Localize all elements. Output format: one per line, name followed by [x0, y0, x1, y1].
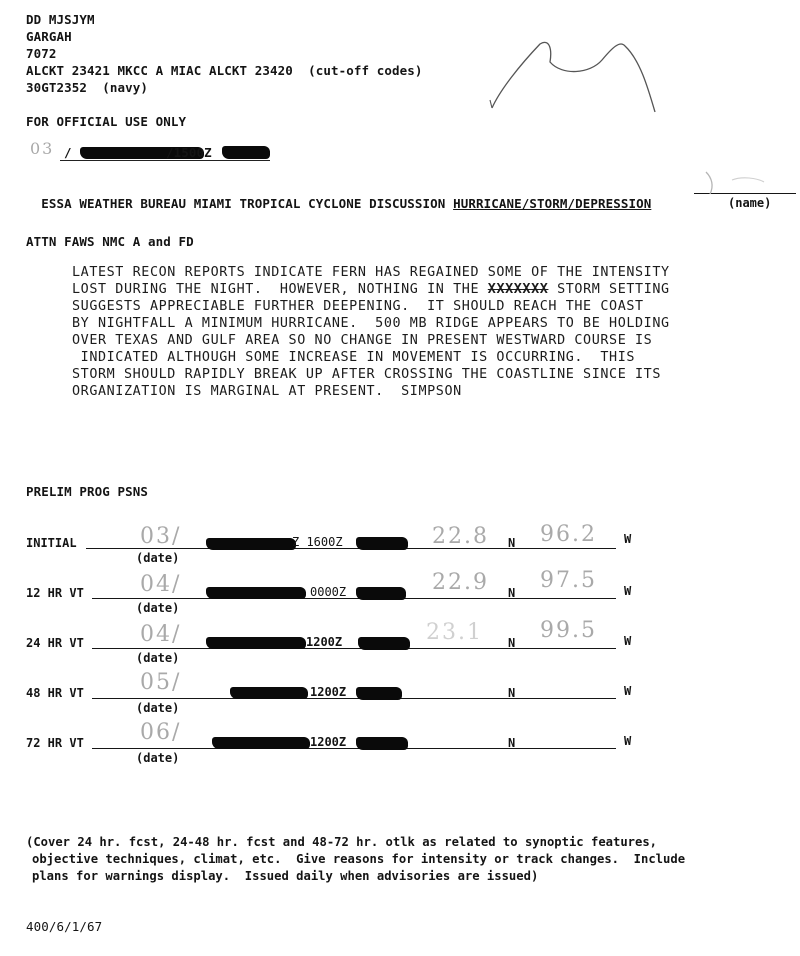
row-time: Z 1600Z	[292, 535, 343, 549]
row-label: 12 HR VT	[26, 586, 84, 600]
row-w-label: W	[624, 684, 632, 698]
row-longitude: 99.5	[540, 618, 597, 643]
row-latitude: 22.8	[432, 524, 489, 549]
redaction-mark	[356, 537, 408, 550]
row-time: 1200Z	[310, 735, 347, 749]
footer-instructions-line-1: (Cover 24 hr. fcst, 24-48 hr. fcst and 48-72 hr. otlk as related to synoptic features,	[26, 835, 658, 849]
row-latitude: 23.1	[426, 620, 483, 645]
cyclone-type-field: HURRICANE/STORM/DEPRESSION	[453, 196, 652, 211]
dtg-underline	[60, 160, 270, 161]
prog-row-24hr	[0, 618, 800, 670]
redaction-mark	[206, 538, 296, 550]
row-w-label: W	[624, 584, 632, 598]
discussion-line-5: OVER TEXAS AND GULF AREA SO NO CHANGE IN PRESENT WESTWARD COURSE IS	[72, 333, 653, 348]
discussion-line-6: INDICATED ALTHOUGH SOME INCREASE IN MOVEMENT IS OCCURRING. THIS	[72, 350, 636, 365]
row-n-label: N	[508, 686, 516, 700]
header-line-4: ALCKT 23421 MKCC A MIAC ALCKT 23420 (cut-off codes)	[26, 63, 423, 78]
row-w-label: W	[624, 734, 632, 748]
dtg-line	[30, 141, 270, 163]
official-use-label: FOR OFFICIAL USE ONLY	[26, 114, 187, 129]
form-number: 400/6/1/67	[26, 919, 103, 934]
footer-instructions-line-2: objective techniques, climat, etc. Give reasons for intensity or track changes. Include	[32, 852, 686, 866]
row-date-caption: (date)	[136, 551, 180, 565]
header-line-5: 30GT2352 (navy)	[26, 80, 149, 95]
row-fill-line	[92, 748, 616, 749]
row-fill-line	[92, 698, 616, 699]
title-line	[26, 181, 651, 211]
redaction-mark	[356, 587, 406, 600]
discussion-line-2-start: LOST DURING THE NIGHT. HOWEVER, NOTHING IN THE	[72, 282, 488, 297]
row-time: 1200Z	[306, 635, 343, 649]
prog-row-48hr	[0, 670, 800, 720]
redaction-mark	[222, 146, 270, 159]
discussion-line-3: SUGGESTS APPRECIABLE FURTHER DEEPENING. IT SHOULD REACH THE COAST	[72, 299, 644, 314]
row-w-label: W	[624, 532, 632, 546]
row-n-label: N	[508, 586, 516, 600]
row-date-handwritten: 06/	[140, 720, 182, 745]
row-latitude: 22.9	[432, 570, 489, 595]
dtg-handwritten-date: 03	[30, 139, 55, 158]
row-longitude: 97.5	[540, 568, 597, 593]
discussion-line-2	[72, 281, 670, 298]
discussion-line-2-end: STORM SETTING	[548, 282, 670, 297]
redaction-mark	[206, 587, 306, 599]
redaction-mark	[212, 737, 310, 749]
header-line-2: GARGAH	[26, 29, 72, 44]
name-label: (name)	[728, 196, 772, 210]
discussion-line-8: ORGANIZATION IS MARGINAL AT PRESENT. SIMPSON	[72, 384, 462, 399]
discussion-line-7: STORM SHOULD RAPIDLY BREAK UP AFTER CROSSING THE COASTLINE SINCE ITS	[72, 367, 662, 382]
row-date-handwritten: 05/	[140, 670, 182, 695]
row-date-handwritten: 03/	[140, 524, 182, 549]
row-n-label: N	[508, 736, 516, 750]
row-time: 0000Z	[310, 585, 347, 599]
row-label: 48 HR VT	[26, 686, 84, 700]
redaction-mark	[356, 737, 408, 750]
row-date-handwritten: 04/	[140, 572, 182, 597]
row-label: INITIAL	[26, 536, 77, 550]
discussion-line-4: BY NIGHTFALL A MINIMUM HURRICANE. 500 MB RIDGE APPEARS TO BE HOLDING	[72, 316, 670, 331]
dtg-slash: /	[64, 145, 72, 160]
row-w-label: W	[624, 634, 632, 648]
prog-heading: PRELIM PROG PSNS	[26, 484, 149, 499]
row-label: 72 HR VT	[26, 736, 84, 750]
prog-row-12hr	[0, 568, 800, 620]
title-prefix: ESSA WEATHER BUREAU MIAMI TROPICAL CYCLONE DISCUSSION	[41, 196, 454, 211]
row-date-caption: (date)	[136, 751, 180, 765]
row-n-label: N	[508, 636, 516, 650]
discussion-line-1: LATEST RECON REPORTS INDICATE FERN HAS REGAINED SOME OF THE INTENSITY	[72, 265, 670, 280]
redaction-mark	[206, 637, 306, 649]
attn-line: ATTN FAWS NMC A and FD	[26, 234, 194, 249]
row-fill-line	[92, 598, 616, 599]
footer-instructions-line-3: plans for warnings display. Issued daily when advisories are issued)	[32, 869, 539, 883]
row-n-label: N	[508, 536, 516, 550]
row-time: 1200Z	[310, 685, 347, 699]
row-longitude: 96.2	[540, 522, 597, 547]
name-field-handwriting	[702, 168, 772, 198]
row-date-handwritten: 04/	[140, 622, 182, 647]
redaction-mark	[358, 637, 410, 650]
row-fill-line	[92, 648, 616, 649]
prog-row-initial	[0, 522, 800, 570]
redaction-mark	[356, 687, 402, 700]
row-date-caption: (date)	[136, 651, 180, 665]
row-label: 24 HR VT	[26, 636, 84, 650]
header-line-1: DD MJSJYM	[26, 12, 95, 27]
struck-out-word: XXXXXXX	[487, 282, 549, 297]
dtg-time: /1500Z	[166, 145, 212, 160]
prog-row-72hr	[0, 720, 800, 770]
row-date-caption: (date)	[136, 601, 180, 615]
redaction-mark	[230, 687, 308, 699]
handwritten-initials	[480, 30, 670, 120]
header-line-3: 7072	[26, 46, 57, 61]
row-date-caption: (date)	[136, 701, 180, 715]
